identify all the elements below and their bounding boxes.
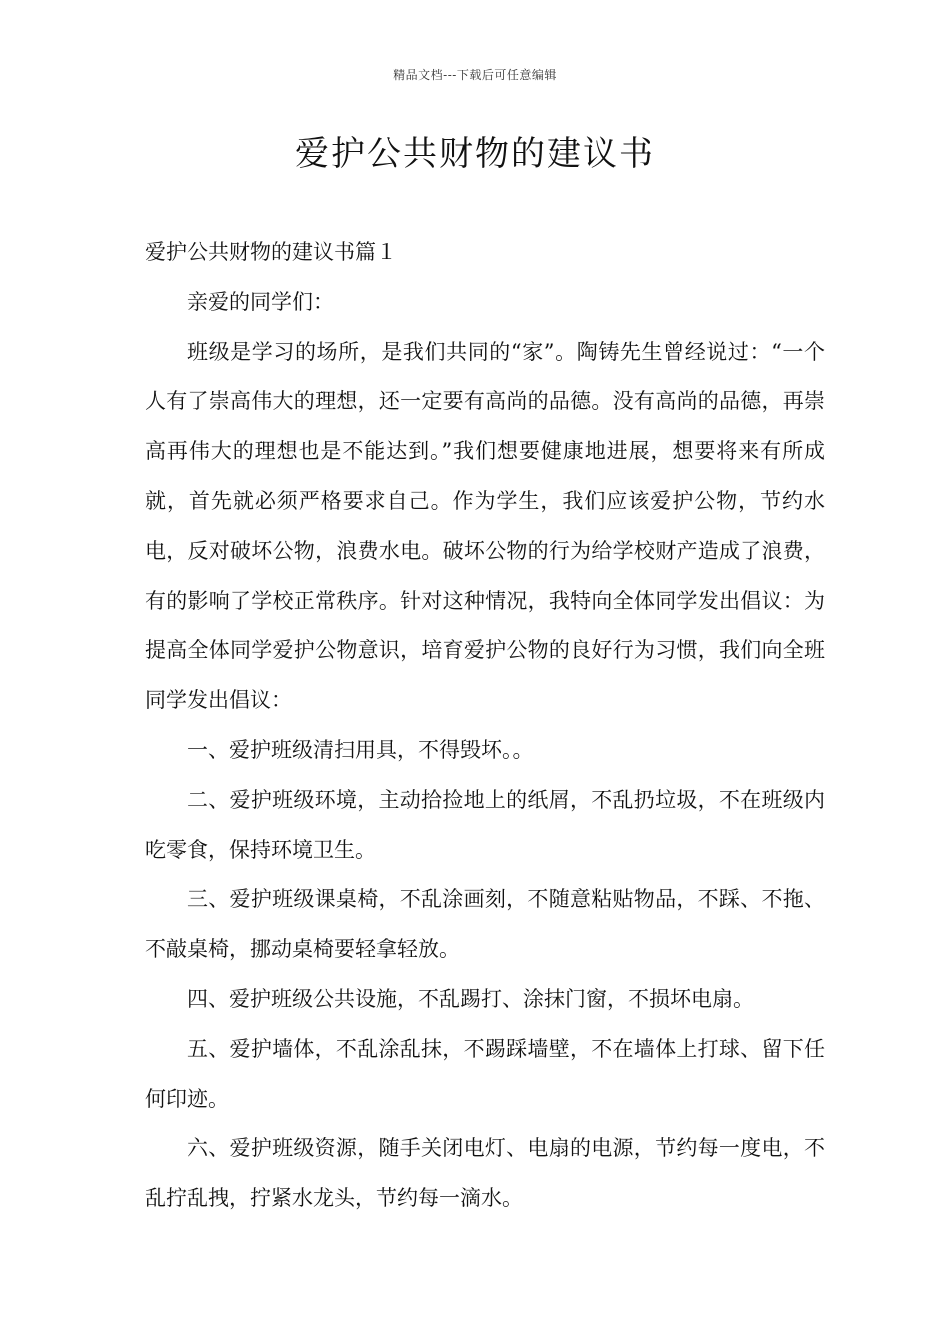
document-title: 爱护公共财物的建议书 <box>295 134 655 174</box>
paragraph-item-4: 四、爱护班级公共设施，不乱踢打、涂抹门窗，不损坏电扇。 <box>187 986 754 1011</box>
document-body <box>145 228 825 1224</box>
header-note: 精品文档---下载后可任意编辑 <box>393 68 557 82</box>
paragraph-intro: 班级是学习的场所，是我们共同的“家”。陶铸先生曾经说过：“一个人有了崇高伟大的理想，还一定要有高尚的品德。没有高尚的品德，再崇高再伟大的理想也是不能达到。”我们想要健康地进展，想要将来有所成就，首先就必须严格要求自己。作为学生，我们应该爱护公物，节约水电，反对破坏公物，浪费水电。破坏公物的行为给学校财产造成了浪费，有的影响了学校正常秩序。针对这种情况，我特向全体同学发出倡议：为提高全体同学爱护公物意识，培育爱护公物的良好行为习惯，我们向全班同学发出倡议： <box>145 339 825 713</box>
paragraph-item-2: 二、爱护班级环境，主动拾捡地上的纸屑，不乱扔垃圾，不在班级内吃零食，保持环境卫生。 <box>145 787 825 862</box>
section-heading: 爱护公共财物的建议书篇１ <box>145 240 397 264</box>
paragraph-item-5: 五、爱护墙体，不乱涂乱抹，不踢踩墙壁，不在墙体上打球、留下任何印迹。 <box>145 1036 825 1111</box>
salutation: 亲爱的同学们： <box>187 289 334 314</box>
paragraph-item-1: 一、爱护班级清扫用具，不得毁坏。。 <box>187 737 534 762</box>
paragraph-item-6: 六、爱护班级资源，随手关闭电灯、电扇的电源，节约每一度电，不乱拧乱拽，拧紧水龙头，节约每一滴水。 <box>145 1136 825 1211</box>
paragraph-item-3: 三、爱护班级课桌椅，不乱涂画刻，不随意粘贴物品，不踩、不拖、不敲桌椅，挪动桌椅要轻拿轻放。 <box>145 887 825 962</box>
